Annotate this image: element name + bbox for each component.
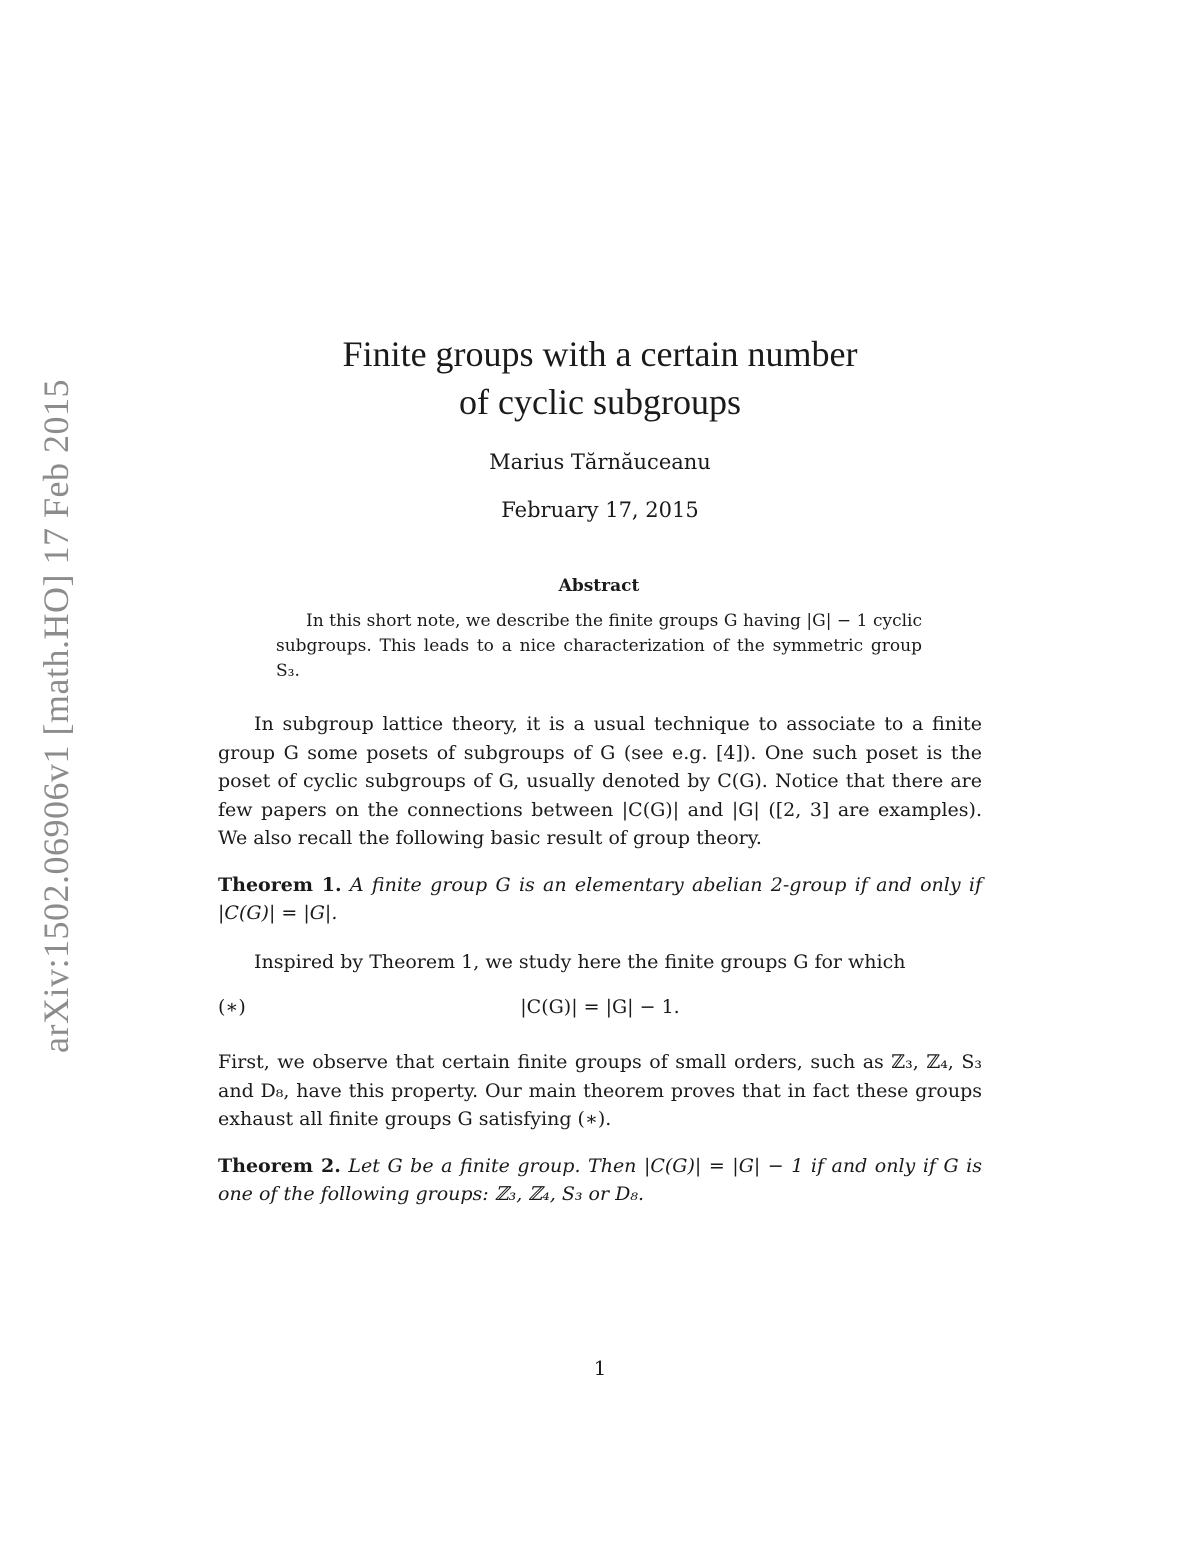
equation-star — [218, 996, 982, 1026]
abstract-heading: Abstract — [558, 576, 640, 596]
theorem-2-label: Theorem 2. — [218, 1154, 341, 1177]
paper-page — [218, 330, 982, 1209]
arxiv-identifier: arXiv:1502.06906v1 [math.HO] 17 Feb 2015 — [36, 379, 76, 1053]
equation-label: (∗) — [218, 996, 246, 1018]
paper-title — [218, 330, 982, 426]
title-line-1: Finite groups with a certain number — [342, 334, 858, 374]
first-paragraph: First, we observe that certain finite groups of small orders, such as ℤ₃, ℤ₄, S₃ and D₈, have this property. Our main theorem proves that in fact these groups exhaust all finite groups G satisfying (∗). — [218, 1051, 982, 1130]
abstract-text: In this short note, we describe the finite groups G having |G| − 1 cyclic subgroups. This leads to a nice characterization of the symmetric group S₃. — [276, 611, 922, 681]
theorem-2-text: Let G be a finite group. Then |C(G)| = |G| − 1 if and only if G is one of the following groups: ℤ₃, ℤ₄, S₃ or D₈. — [218, 1154, 983, 1205]
theorem-1-label: Theorem 1. — [218, 873, 342, 896]
theorem-2 — [218, 1152, 982, 1209]
inspired-paragraph: Inspired by Theorem 1, we study here the finite groups G for which — [254, 950, 906, 973]
equation-body: |C(G)| = |G| − 1. — [520, 996, 680, 1018]
title-line-2: of cyclic subgroups — [459, 382, 741, 422]
intro-paragraph: In subgroup lattice theory, it is a usual technique to associate to a finite group G some posets of subgroups of G (see e.g. [4]). One such poset is the poset of cyclic subgroups of G, usually denoted by C(G). Notice that there are few papers on the connections between |C(G)| and |G| ([2, 3] are examples). We also recall the following basic result of group theory. — [218, 713, 982, 849]
theorem-1 — [218, 871, 982, 928]
theorem-1-text: A finite group G is an elementary abelian 2-group if and only if |C(G)| = |G|. — [218, 873, 982, 924]
arxiv-side-stamp — [34, 346, 78, 1086]
author: Marius Tărnăuceanu — [489, 450, 711, 474]
date: February 17, 2015 — [501, 498, 699, 522]
page-number: 1 — [593, 1356, 607, 1380]
abstract — [276, 574, 922, 684]
